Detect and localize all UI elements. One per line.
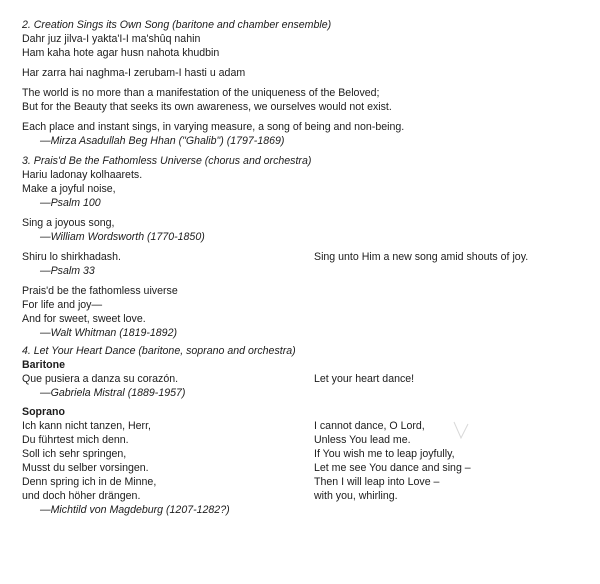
mistral-attribution: —Gabriela Mistral (1889-1957) [40, 387, 186, 399]
soprano-german-3: Soll ich sehr springen, [22, 448, 127, 460]
page-fold-mark [452, 420, 470, 442]
psalm100-line-2: Make a joyful noise, [22, 183, 116, 195]
baritone-label: Baritone [22, 359, 65, 371]
soprano-german-1: Ich kann nicht tanzen, Herr, [22, 420, 151, 432]
baritone-translation: Let your heart dance! [314, 373, 415, 385]
psalm100-line-1: Hariu ladonay kolhaarets. [22, 169, 143, 181]
soprano-german-2: Du führtest mich denn. [22, 434, 129, 446]
soprano-english-5: Then I will leap into Love – [314, 476, 440, 488]
whitman-line-2: For life and joy— [22, 299, 103, 311]
soprano-english-4: Let me see You dance and sing – [314, 462, 471, 474]
soprano-english-2: Unless You lead me. [314, 434, 411, 446]
soprano-german-6: und doch höher drängen. [22, 490, 141, 502]
soprano-german-5: Denn spring ich in de Minne, [22, 476, 157, 488]
english-line-1: The world is no more than a manifestation of the uniqueness of the Beloved; [22, 87, 380, 99]
urdu-line-3: Har zarra hai naghma-I zerubam-I hasti u adam [22, 67, 246, 79]
wordsworth-attribution: —William Wordsworth (1770-1850) [40, 231, 205, 243]
soprano-label: Soprano [22, 406, 65, 418]
baritone-line: Que pusiera a danza su corazón. [22, 373, 179, 385]
urdu-line-1: Dahr juz jilva-I yakta'I-I ma'shûq nahin [22, 33, 201, 45]
psalm33-translation: Sing unto Him a new song amid shouts of joy. [314, 251, 529, 263]
whitman-line-3: And for sweet, sweet love. [22, 313, 146, 325]
urdu-line-2: Ham kaha hote agar husn nahota khudbin [22, 47, 220, 59]
psalm33-attribution: —Psalm 33 [40, 265, 95, 277]
soprano-english-6: with you, whirling. [314, 490, 398, 502]
psalm33-line: Shiru lo shirkhadash. [22, 251, 121, 263]
whitman-attribution: —Walt Whitman (1819-1892) [40, 327, 177, 339]
psalm100-attribution: —Psalm 100 [40, 197, 101, 209]
wordsworth-line: Sing a joyous song, [22, 217, 115, 229]
section-2-heading: 2. Creation Sings its Own Song (baritone and chamber ensemble) [22, 19, 332, 31]
soprano-english-1: I cannot dance, O Lord, [314, 420, 425, 432]
section-3-heading: 3. Prais'd Be the Fathomless Universe (chorus and orchestra) [22, 155, 312, 167]
english-line-3: Each place and instant sings, in varying measure, a song of being and non-being. [22, 121, 405, 133]
magdeburg-attribution: —Michtild von Magdeburg (1207-1282?) [40, 504, 230, 516]
whitman-line-1: Prais'd be the fathomless uiverse [22, 285, 178, 297]
soprano-english-3: If You wish me to leap joyfully, [314, 448, 455, 460]
section-4-heading: 4. Let Your Heart Dance (baritone, soprano and orchestra) [22, 345, 296, 357]
soprano-german-4: Musst du selber vorsingen. [22, 462, 149, 474]
english-line-2: But for the Beauty that seeks its own awareness, we ourselves would not exist. [22, 101, 392, 113]
ghalib-attribution: —Mirza Asadullah Beg Hhan ("Ghalib") (1797-1869) [40, 135, 285, 147]
